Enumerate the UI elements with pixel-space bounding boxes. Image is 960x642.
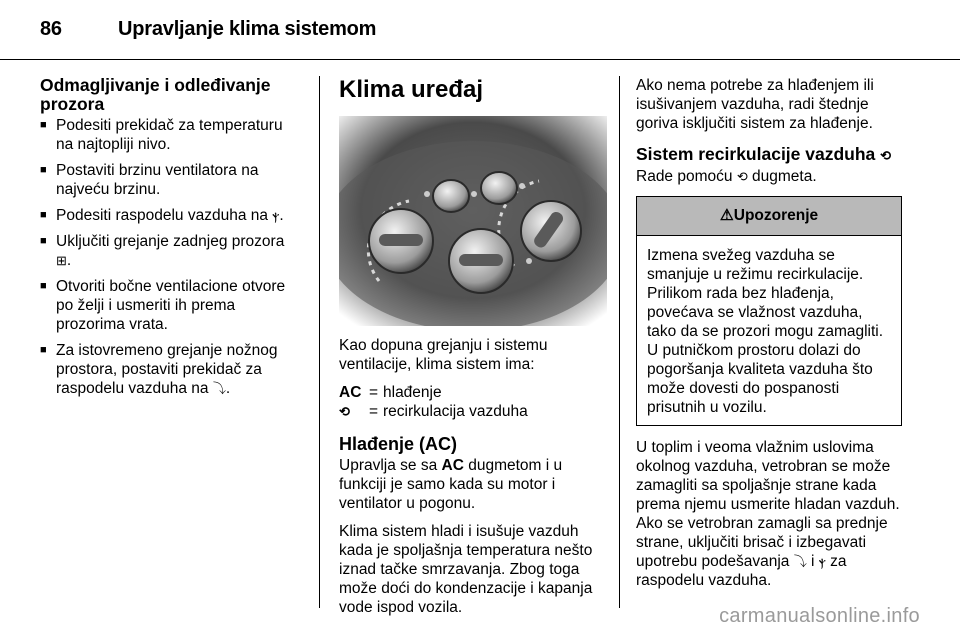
footwell-windshield-icon: ⤵ bbox=[793, 554, 807, 569]
footwell-windshield-icon: ⤵ bbox=[212, 381, 226, 396]
list-item: ■ Uključiti grejanje zadnjeg prozora ⊞. bbox=[40, 233, 285, 269]
recirculation-heading: Sistem recirkulacije vazduha ⟲ bbox=[636, 144, 892, 164]
column-2 bbox=[339, 76, 607, 626]
recirculation-icon: ⟲ bbox=[339, 404, 350, 419]
ac-off-paragraph: Ako nema potrebe za hlađenjem ili isušivanjem vazduha, radi štednje goriva isključiti sistem za hlađenje. bbox=[636, 77, 874, 132]
recirculation-icon: ⟲ bbox=[880, 148, 892, 163]
list-item: ■ Podesiti prekidač za temperaturu na najtopliji nivo. bbox=[40, 117, 283, 153]
column-3 bbox=[636, 76, 904, 599]
recirculation-icon: ⟲ bbox=[736, 169, 748, 184]
definition-row: AC = hlađenje bbox=[339, 384, 442, 401]
warning-icon: ⚠ bbox=[719, 207, 734, 224]
page-number: 86 bbox=[40, 18, 62, 40]
page-header bbox=[40, 18, 376, 41]
warning-box bbox=[636, 196, 902, 426]
list-item: ■ Otvoriti bočne ventilacione otvore po želji i usmeriti ih prema prozorima vrata. bbox=[40, 278, 286, 333]
page-title: Upravljanje klima sistemom bbox=[118, 18, 377, 40]
cooling-heading: Hlađenje (AC) bbox=[339, 434, 458, 454]
cooling-paragraph: Upravlja se sa AC dugmetom i u funkciji je samo kada su motor i ventilator u pogonu. bbox=[339, 457, 563, 512]
definition-row: ⟲ = recirkulacija vazduha bbox=[339, 403, 528, 420]
windshield-defrost-icon: ⲯ bbox=[272, 208, 280, 223]
column-1 bbox=[40, 76, 302, 405]
list-item: ■ Za istovremeno grejanje nožnog prostora, postaviti prekidač za raspodelu vazduha na ⤵. bbox=[40, 342, 278, 397]
humidity-paragraph: U toplim i veoma vlažnim uslovima okolnog vazduha, vetrobran se može zamagliti sa spoljašnje strane kada prema njemu usmerite hladan vazduh. Ako se vetrobran zamagli sa prednje strane, uključiti brisač i izbegavati upotrebu podešavanja ⤵ i ⲯ za raspodelu vazduha. bbox=[636, 439, 900, 589]
defog-heading: Odmagljivanje i odleđivanje prozora bbox=[40, 75, 271, 114]
ac-heading: Klima uređaj bbox=[339, 76, 484, 103]
warning-header: ⚠Upozorenje bbox=[637, 197, 901, 236]
column-divider bbox=[319, 76, 320, 608]
list-item: ■ Podesiti raspodelu vazduha na ⲯ. bbox=[40, 207, 284, 224]
definition-list bbox=[339, 383, 607, 421]
rear-window-heater-icon: ⊞ bbox=[56, 253, 67, 268]
recirculation-paragraph: Rade pomoću ⟲ dugmeta. bbox=[636, 168, 817, 185]
list-item: ■ Postaviti brzinu ventilatora na najveću brzinu. bbox=[40, 162, 259, 198]
cooling-paragraph-2: Klima sistem hladi i isušuje vazduh kada je spoljašnja temperatura nešto iznad tačke smrzavanja. Zbog toga može doći do kondenzacije i kapanja vode ispod vozila. bbox=[339, 523, 593, 616]
warning-text: Izmena svežeg vazduha se smanjuje u režimu recirkulacije. Prilikom rada bez hlađenja, povećava se vlažnost vazduha, tako da se prozori mogu zamagliti. U putničkom prostoru dolazi do pogoršanja kvaliteta vazduha što može dovesti do pospanosti prisutnih u vozilu. bbox=[647, 247, 884, 416]
windshield-defrost-icon: ⲯ bbox=[818, 554, 826, 569]
column-divider bbox=[619, 76, 620, 608]
watermark: carmanualsonline.info bbox=[719, 605, 920, 627]
header-rule bbox=[0, 59, 960, 60]
ac-intro: Kao dopuna grejanju i sistemu ventilacije, klima sistem ima: bbox=[339, 337, 548, 373]
climate-control-photo bbox=[339, 116, 607, 326]
